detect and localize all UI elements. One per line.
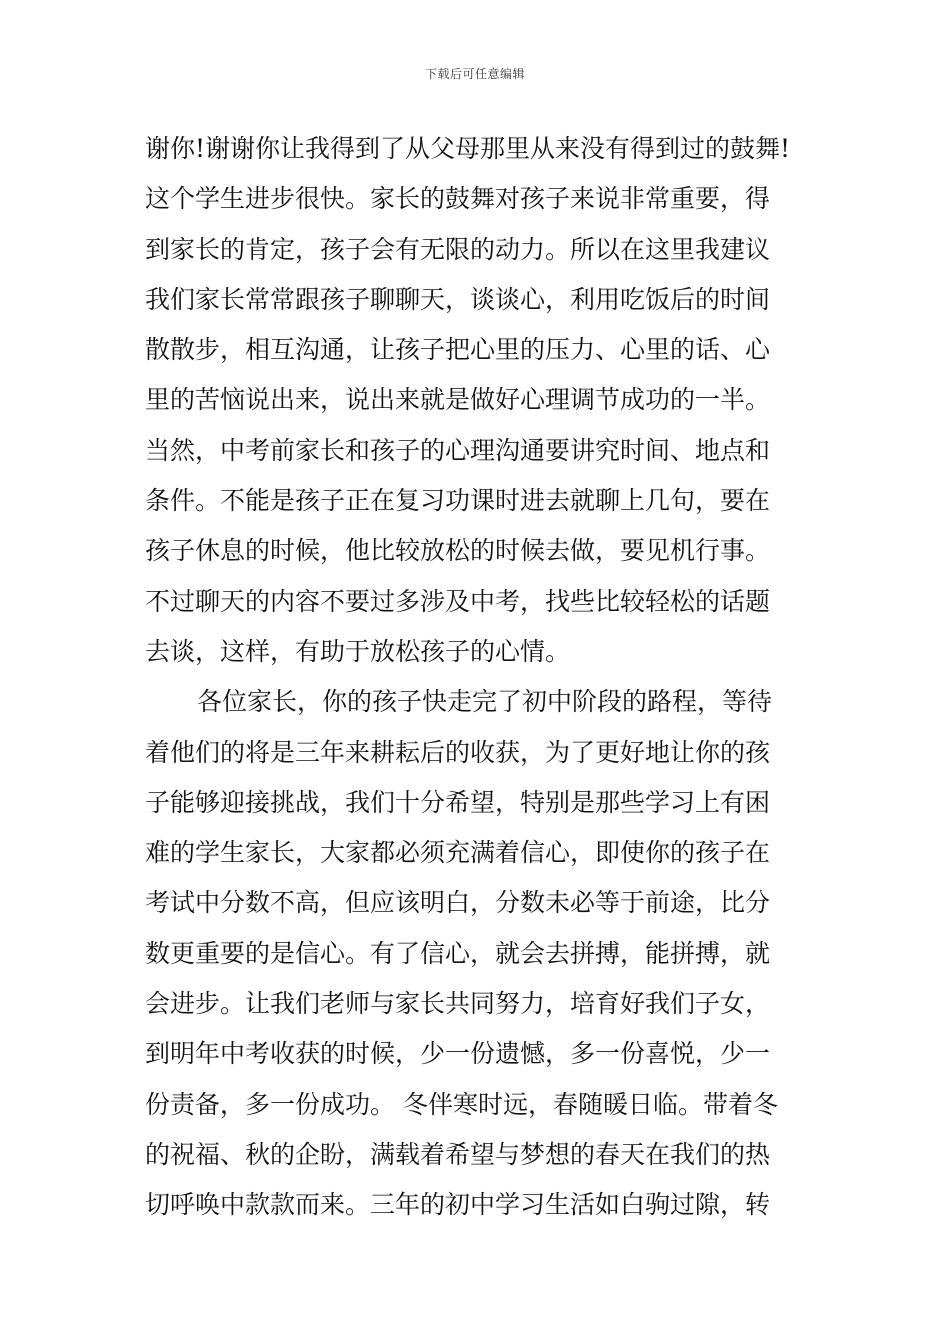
- text-line: 里的苦恼说出来，说出来就是做好心理调节成功的一半。: [145, 385, 771, 415]
- text-line: 我们家长常常跟孩子聊聊天，谈谈心，利用吃饭后的时间: [145, 284, 771, 314]
- text-line: 到明年中考收获的时候，少一份遗憾，多一份喜悦，少一: [145, 1039, 771, 1069]
- text-line: 会进步。让我们老师与家长共同努力，培育好我们子女，: [145, 989, 771, 1019]
- text-line: 的祝福、秋的企盼，满载着希望与梦想的春天在我们的热: [145, 1139, 771, 1169]
- page-header: 下载后可任意编辑: [424, 67, 525, 81]
- text-line: 着他们的将是三年来耕耘后的收获，为了更好地让你的孩: [145, 737, 771, 767]
- text-line: 散散步，相互沟通，让孩子把心里的压力、心里的话、心: [145, 335, 771, 365]
- text-line: 当然，中考前家长和孩子的心理沟通要讲究时间、地点和: [145, 435, 771, 465]
- text-line: 难的学生家长，大家都必须充满着信心，即使你的孩子在: [145, 838, 771, 868]
- text-line: 这个学生进步很快。家长的鼓舞对孩子来说非常重要，得: [145, 184, 771, 214]
- text-line: 孩子休息的时候，他比较放松的时候去做，要见机行事。: [145, 536, 771, 566]
- text-line: 到家长的肯定，孩子会有无限的动力。所以在这里我建议: [145, 234, 771, 264]
- text-line: 谢你!谢谢你让我得到了从父母那里从来没有得到过的鼓舞!: [145, 134, 791, 163]
- paragraph-first-line: 各位家长，你的孩子快走完了初中阶段的路程，等待: [197, 687, 773, 717]
- text-line: 条件。不能是孩子正在复习功课时进去就聊上几句，要在: [145, 486, 771, 516]
- text-line: 子能够迎接挑战，我们十分希望，特别是那些学习上有困: [145, 787, 771, 817]
- text-line: 去谈，这样，有助于放松孩子的心情。: [145, 636, 571, 666]
- text-line: 不过聊天的内容不要过多涉及中考，找些比较轻松的话题: [145, 586, 771, 616]
- text-line: 份责备，多一份成功。 冬伴寒时远，春随暖日临。带着冬: [145, 1089, 778, 1119]
- text-line: 数更重要的是信心。有了信心，就会去拼搏，能拼搏，就: [145, 938, 771, 968]
- text-line: 考试中分数不高，但应该明白，分数未必等于前途，比分: [145, 888, 771, 918]
- document-body: [145, 124, 825, 1231]
- text-line: 切呼唤中款款而来。三年的初中学习生活如白驹过隙，转: [145, 1190, 771, 1220]
